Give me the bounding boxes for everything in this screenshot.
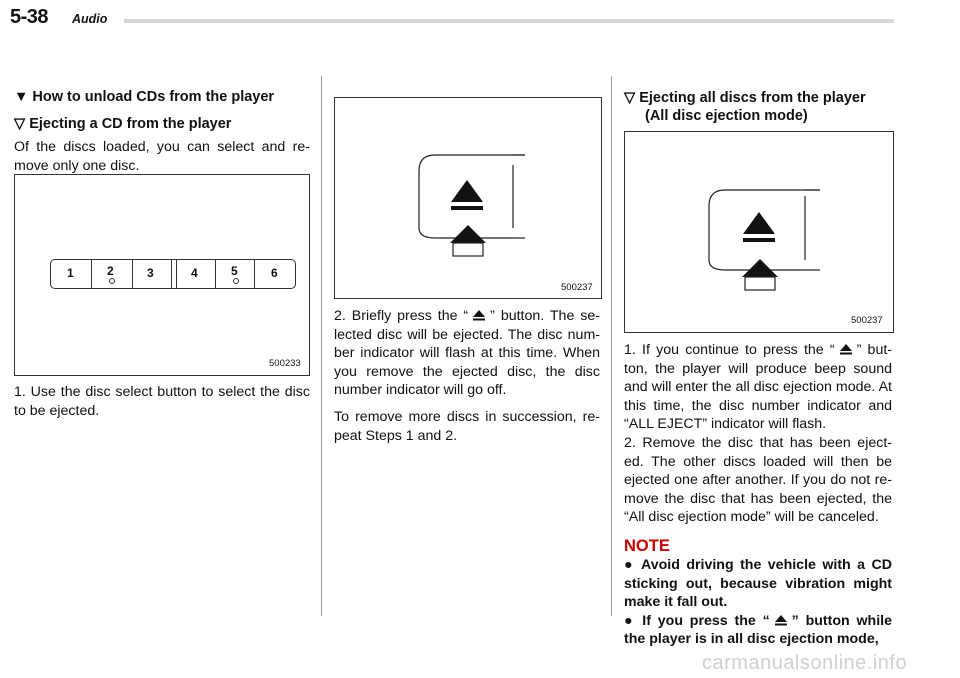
disc-button-2[interactable]: 2 <box>92 260 132 288</box>
triangle-down-icon: ▼ <box>14 89 29 105</box>
page-number: 5-38 <box>10 6 49 28</box>
paragraph-remove-more: To remove more discs in succession, re-peat Steps 1 and 2. <box>334 408 600 444</box>
disc-button-6[interactable]: 6 <box>271 266 278 280</box>
bullet-icon: ● <box>624 612 636 629</box>
disc-button-1[interactable]: 1 <box>67 266 74 280</box>
figure-number: 500233 <box>269 358 301 369</box>
column-2-text <box>334 307 600 445</box>
column-divider-1 <box>321 76 322 616</box>
step-2-press-eject: 2. Briefly press the “ ” button. The se-lected disc will be ejected. The disc num-ber indicator will flash at this time. When you remove the ejected disc, the disc number indicator will go off. <box>334 308 600 399</box>
subsection-heading-eject-one: ▽ Ejecting a CD from the player <box>14 116 232 132</box>
figure-disc-buttons <box>14 174 310 376</box>
figure-eject-button <box>334 97 602 299</box>
disc-button-5[interactable]: 5 <box>216 260 254 288</box>
subsection-heading-eject-all: ▽ Ejecting all discs from the player <box>624 90 866 106</box>
disc-indicator-dot <box>233 278 239 284</box>
footer-watermark[interactable]: carmanualsonline.info <box>702 652 908 674</box>
subsection-heading-eject-all-mode: (All disc ejection mode) <box>645 108 808 124</box>
disc-button-4[interactable]: 4 <box>191 266 198 280</box>
column-3-heading <box>624 89 892 125</box>
column-divider-2 <box>611 76 612 616</box>
section-title: Audio <box>72 12 108 26</box>
step-2-remove-disc: 2. Remove the disc that has been eject-ed. The other discs loaded will then be ejected one after another. If you do not re-move the disc that has been ejected, the “All disc ejection mode” will be canceled. <box>624 434 892 526</box>
step-1-continue-press: 1. If you continue to press the “ ” but-ton, the player will produce beep sound and will enter the all disc ejection mode. At this time, the disc number indicator and “ALL EJECT” indicator will flash. <box>624 342 892 433</box>
note-item-2: ● If you press the “ ” button while the player is in all disc ejection mode, <box>624 612 892 648</box>
page-header <box>6 8 894 30</box>
eject-icon <box>774 614 788 626</box>
panel-divider <box>171 260 172 288</box>
eject-icon <box>839 343 853 355</box>
header-rule <box>124 19 894 23</box>
note-title: NOTE <box>624 536 670 555</box>
disc-indicator-dot <box>109 278 115 284</box>
disc-button-3[interactable]: 3 <box>147 266 154 280</box>
intro-paragraph: Of the discs loaded, you can select and re-move only one disc. <box>14 139 310 174</box>
bullet-icon: ● <box>624 556 636 573</box>
disc-button-panel <box>50 259 296 289</box>
eject-icon <box>472 309 486 321</box>
section-heading-unload: ▼ How to unload CDs from the player <box>14 89 275 105</box>
eject-button-illustration <box>625 132 893 332</box>
note-item-1: ● Avoid driving the vehicle with a CD sticking out, because vibration might make it fall out. <box>624 556 892 611</box>
triangle-outline-down-icon: ▽ <box>14 116 26 132</box>
step-1-select-disc: 1. Use the disc select button to select the disc to be ejected. <box>14 384 310 419</box>
eject-button-illustration <box>335 98 601 298</box>
column-1 <box>14 88 310 175</box>
column-3-text <box>624 341 892 649</box>
figure-number: 500237 <box>851 315 883 326</box>
triangle-outline-down-icon: ▽ <box>624 90 636 106</box>
figure-number: 500237 <box>561 282 593 293</box>
figure-all-eject <box>624 131 894 333</box>
